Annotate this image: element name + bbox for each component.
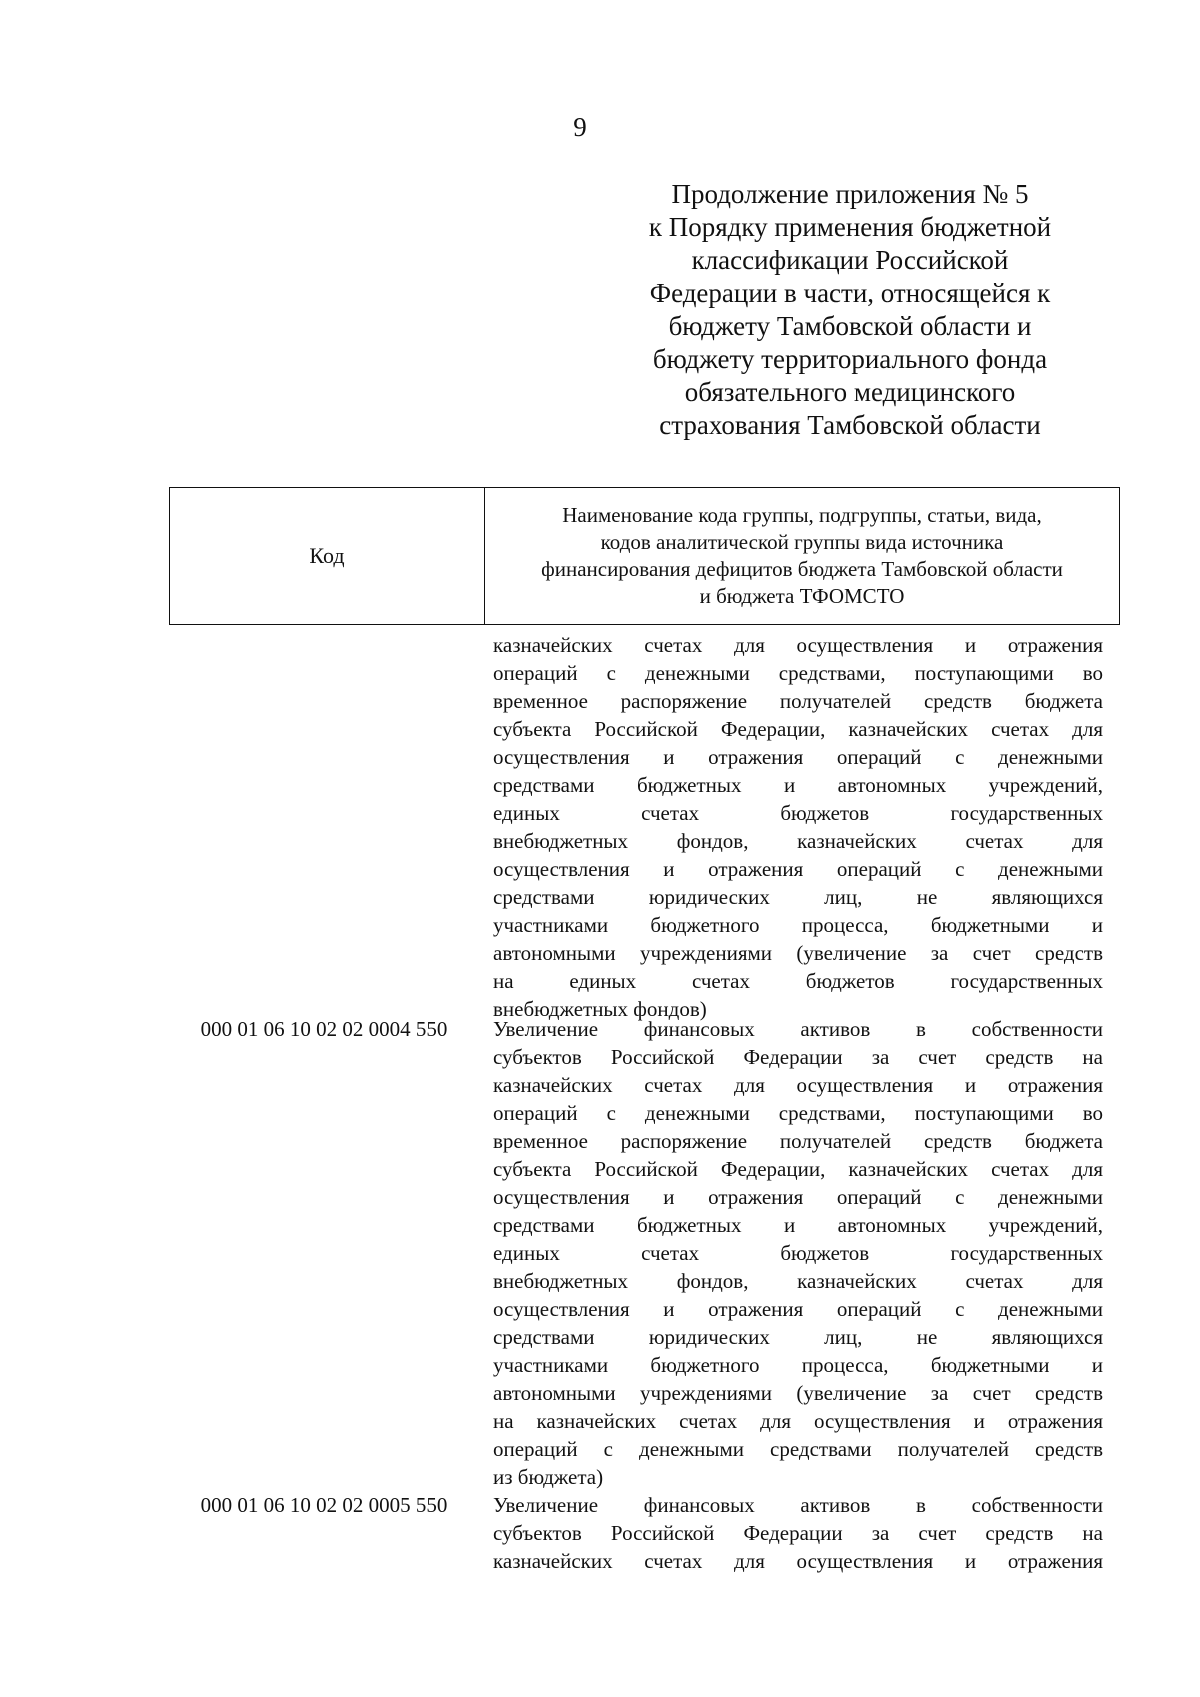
row-description-continued: [493, 631, 1103, 1023]
row-code: 000 01 06 10 02 02 0005 550: [200, 1493, 448, 1517]
desc-line: внебюджетных фондов, казначейских счетах для: [493, 1269, 1103, 1293]
desc-line: временное распоряжение получателей средств бюджета: [493, 1129, 1103, 1153]
desc-line: на единых счетах бюджетов государственных: [493, 969, 1103, 993]
desc-line: средствами юридических лиц, не являющихся: [493, 1325, 1103, 1349]
desc-line: на казначейских счетах для осуществления и отражения: [493, 1409, 1103, 1433]
annex-line: бюджету Тамбовской области и: [668, 311, 1032, 341]
desc-line: осуществления и отражения операций с денежными: [493, 1185, 1103, 1209]
annex-line: обязательного медицинского: [684, 377, 1016, 407]
desc-line: из бюджета): [493, 1465, 604, 1489]
header-name-line: кодов аналитической группы вида источника: [600, 530, 1004, 554]
desc-line: автономными учреждениями (увеличение за счет средств: [493, 941, 1103, 965]
desc-line: внебюджетных фондов, казначейских счетах для: [493, 829, 1103, 853]
desc-line: участниками бюджетного процесса, бюджетными и: [493, 1353, 1103, 1377]
desc-line: операций с денежными средствами получателей средств: [493, 1437, 1103, 1461]
annex-line: к Порядку применения бюджетной: [648, 212, 1052, 242]
desc-line: субъекта Российской Федерации, казначейских счетах для: [493, 1157, 1103, 1181]
header-name-line: и бюджета ТФОМСТО: [699, 584, 905, 608]
desc-line: операций с денежными средствами, поступающими во: [493, 1101, 1103, 1125]
desc-line: временное распоряжение получателей средств бюджета: [493, 689, 1103, 713]
desc-line: субъекта Российской Федерации, казначейских счетах для: [493, 717, 1103, 741]
annex-line: Продолжение приложения № 5: [671, 179, 1029, 209]
desc-line: казначейских счетах для осуществления и отражения: [493, 1073, 1103, 1097]
desc-line: средствами юридических лиц, не являющихся: [493, 885, 1103, 909]
annex-line: страхования Тамбовской области: [659, 410, 1041, 440]
desc-line: единых счетах бюджетов государственных: [493, 801, 1103, 825]
desc-line: средствами бюджетных и автономных учреждений,: [493, 1213, 1103, 1237]
page-number: 9: [573, 112, 587, 142]
desc-line: осуществления и отражения операций с денежными: [493, 745, 1103, 769]
header-name-cell: [485, 488, 1119, 624]
annex-line: классификации Российской: [691, 245, 1009, 275]
header-name-line: Наименование кода группы, подгруппы, статьи, вида,: [562, 503, 1042, 527]
table-header: [169, 487, 1120, 625]
annex-line: бюджету территориального фонда: [652, 344, 1048, 374]
desc-line: казначейских счетах для осуществления и отражения: [493, 1549, 1103, 1573]
desc-line: Увеличение финансовых активов в собственности: [493, 1493, 1103, 1517]
desc-line: осуществления и отражения операций с денежными: [493, 1297, 1103, 1321]
desc-line: казначейских счетах для осуществления и отражения: [493, 633, 1103, 657]
desc-line: внебюджетных фондов): [493, 997, 707, 1021]
desc-line: единых счетах бюджетов государственных: [493, 1241, 1103, 1265]
desc-line: субъектов Российской Федерации за счет средств на: [493, 1521, 1103, 1545]
desc-line: участниками бюджетного процесса, бюджетными и: [493, 913, 1103, 937]
desc-line: осуществления и отражения операций с денежными: [493, 857, 1103, 881]
desc-line: Увеличение финансовых активов в собственности: [493, 1017, 1103, 1041]
desc-line: субъектов Российской Федерации за счет средств на: [493, 1045, 1103, 1069]
desc-line: средствами бюджетных и автономных учреждений,: [493, 773, 1103, 797]
annex-line: Федерации в части, относящейся к: [649, 278, 1051, 308]
annex-reference: [630, 178, 1070, 442]
header-name-line: финансирования дефицитов бюджета Тамбовской области: [541, 557, 1063, 581]
row-description: [493, 1015, 1103, 1491]
row-description: [493, 1491, 1103, 1575]
row-code: 000 01 06 10 02 02 0004 550: [200, 1017, 448, 1041]
header-code-cell: Код: [170, 488, 485, 624]
desc-line: операций с денежными средствами, поступающими во: [493, 661, 1103, 685]
desc-line: автономными учреждениями (увеличение за счет средств: [493, 1381, 1103, 1405]
